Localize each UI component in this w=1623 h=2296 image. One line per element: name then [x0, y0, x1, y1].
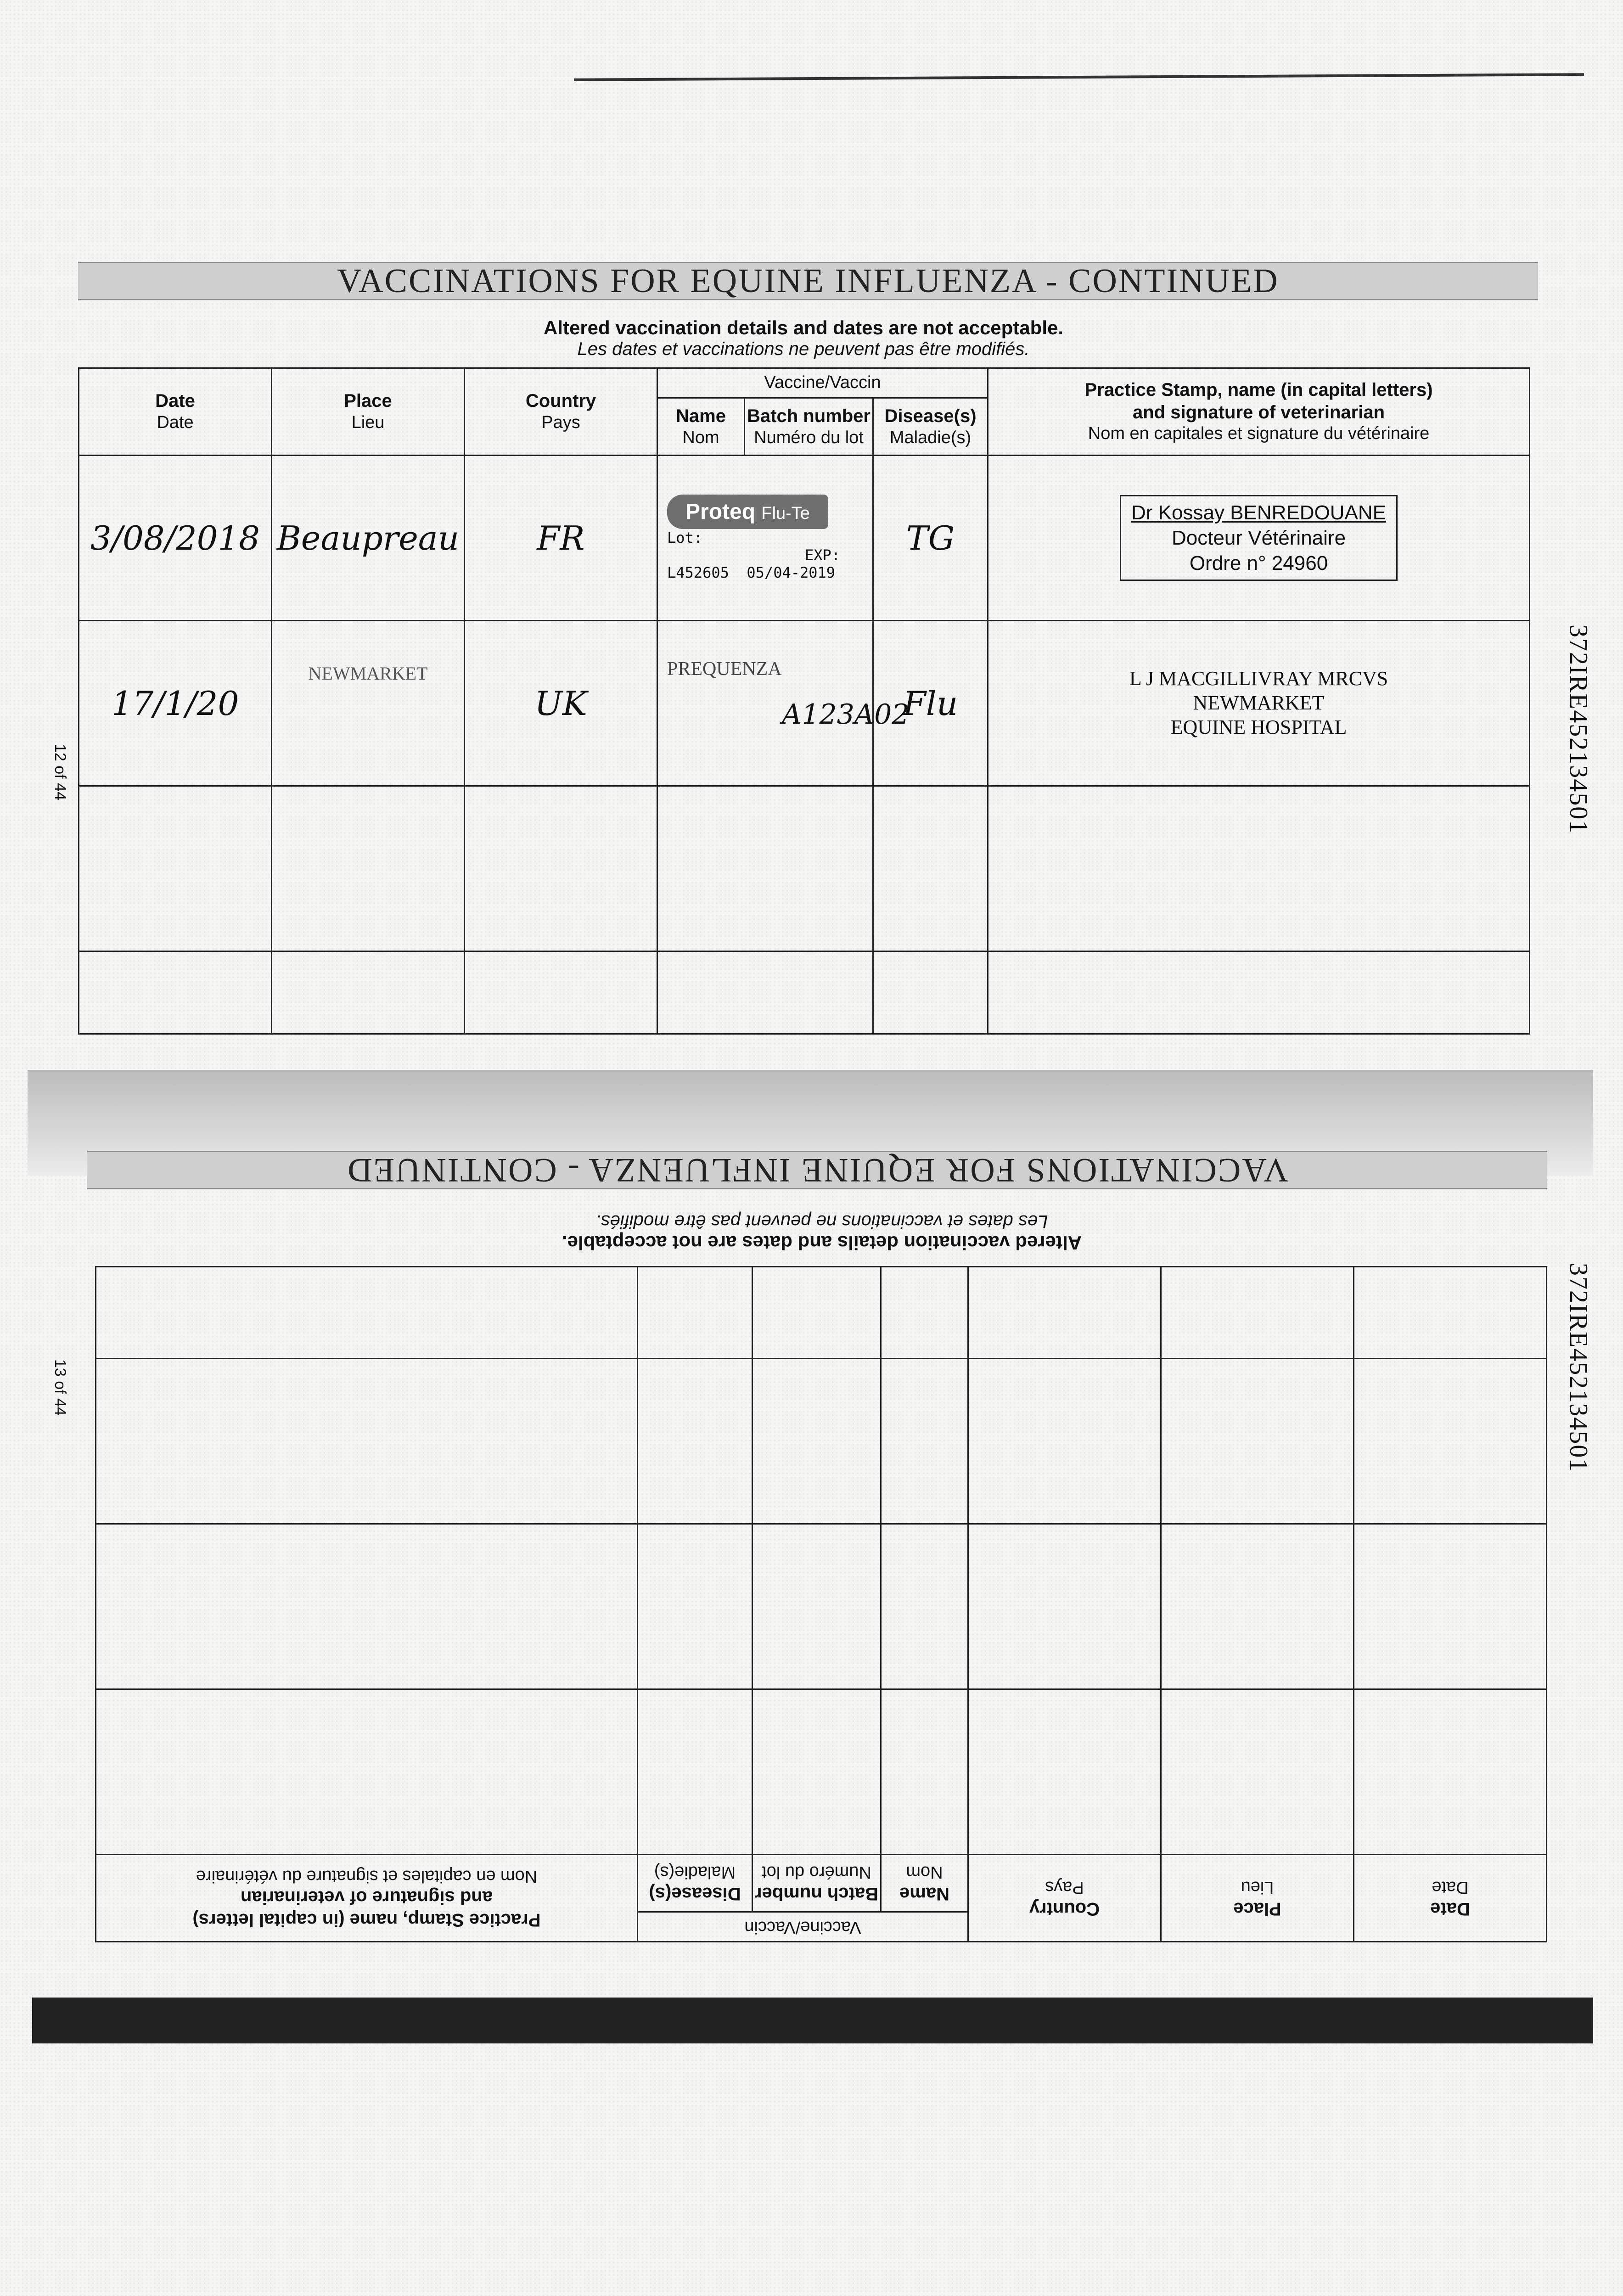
notice [321, 317, 1286, 360]
side-code-bottom: 372IRE452134501 [1564, 1263, 1593, 1473]
side-code-top: 372IRE452134501 [1564, 625, 1593, 834]
header-batch: Batch number Numéro du lot [753, 1855, 881, 1912]
section-banner [78, 262, 1538, 300]
table-row [95, 1524, 1546, 1689]
header-place: Place Lieu [1161, 1855, 1354, 1942]
vaccination-table [78, 367, 1530, 1035]
row2-stamp: L J MACGILLIVRAY MRCVS NEWMARKET EQUINE HOSPITAL [988, 621, 1530, 786]
notice-en: Altered vaccination details and dates are not acceptable. [543, 317, 1064, 338]
proteq-label: Proteq Flu-Te [667, 495, 828, 529]
table-row [95, 1359, 1546, 1524]
page-label-bottom: 13 of 44 [51, 1359, 69, 1416]
table-row [79, 621, 1530, 786]
notice-lower: Altered vaccination details and dates are not acceptable. Les dates et vaccinations ne peuvent pas être modifiés. [562, 1211, 1082, 1254]
page-label-top: 12 of 44 [51, 744, 69, 800]
vet-stamp-1: Dr Kossay BENREDOUANE Docteur Vétérinaire Ordre n° 24960 [1120, 495, 1398, 581]
table-row [95, 1689, 1546, 1855]
row2-date: 17/1/20 [79, 621, 272, 786]
row2-place: NEWMARKET [272, 621, 465, 786]
notice-fr: Les dates et vaccinations ne peuvent pas être modifiés. [577, 339, 1030, 359]
table-row [95, 1267, 1546, 1359]
row1-vaccine-label [657, 456, 873, 621]
vaccination-table-lower [95, 1266, 1547, 1942]
header-place: Place Lieu [272, 368, 465, 456]
header-name: Name Nom [657, 398, 745, 456]
header-country: Country Pays [968, 1855, 1161, 1942]
header-vaccine: Vaccine/Vaccin [657, 368, 988, 398]
header-stamp: Practice Stamp, name (in capital letters) and signature of veterinarian Nom en capitales et signature du vétérinaire [95, 1855, 637, 1942]
row1-stamp [988, 456, 1530, 621]
row1-place: Beaupreau [272, 456, 465, 621]
header-stamp: Practice Stamp, name (in capital letters) and signature of veterinarian Nom en capitales et signature du vétérinaire [988, 368, 1530, 456]
lot-line: Lot: EXP: [667, 529, 841, 564]
header-batch: Batch number Numéro du lot [745, 398, 873, 456]
row2-disease: Flu [873, 621, 988, 786]
header-date: Date Date [79, 368, 272, 456]
section-banner-lower: VACCINATIONS FOR EQUINE INFLUENZA - CONTINUED [87, 1151, 1547, 1189]
row1-date: 3/08/2018 [79, 456, 272, 621]
scan-dark-bar [32, 1998, 1593, 2043]
banner-title: VACCINATIONS FOR EQUINE INFLUENZA - CONTINUED [337, 262, 1279, 300]
header-disease: Disease(s) Maladie(s) [637, 1855, 752, 1912]
row2-country: UK [465, 621, 657, 786]
table-row [79, 951, 1530, 1034]
lot-values: L452605 05/04-2019 [667, 564, 836, 581]
row1-disease: TG [873, 456, 988, 621]
row2-vaccine: PREQUENZA A123A02 [657, 621, 873, 786]
table-row [79, 786, 1530, 951]
header-vaccine: Vaccine/Vaccin [637, 1912, 968, 1942]
table-row [79, 456, 1530, 621]
lower-page [78, 1070, 1547, 1942]
header-date: Date Date [1354, 1855, 1547, 1942]
header-country: Country Pays [465, 368, 657, 456]
header-disease: Disease(s) Maladie(s) [873, 398, 988, 456]
row1-country: FR [465, 456, 657, 621]
header-name: Name Nom [881, 1855, 968, 1912]
